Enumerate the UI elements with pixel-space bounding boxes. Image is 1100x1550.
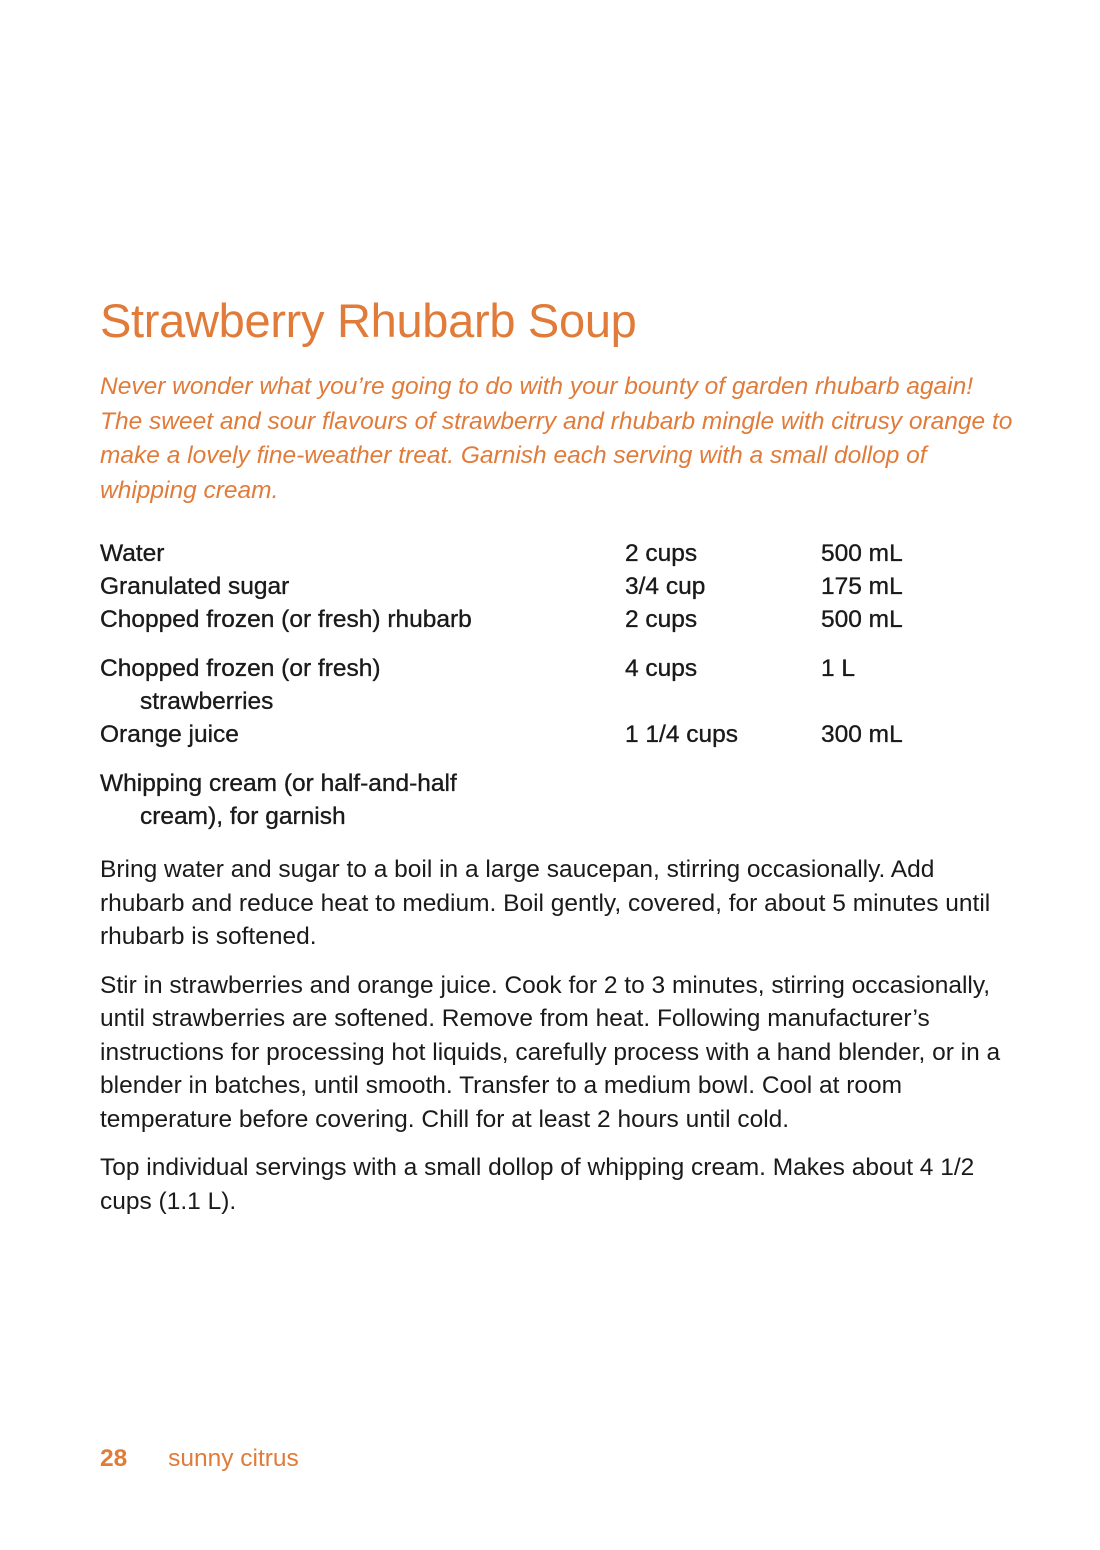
ingredient-name-continued: strawberries	[140, 688, 274, 715]
ingredient-us-measure: 2 cups	[625, 540, 698, 567]
direction-step: Stir in strawberries and orange juice. Cook for 2 to 3 minutes, stirring occasionally, until strawberries are softened. Remove from heat. Following manufacturer’s instructions for processing hot liquids, carefully process with a hand blender, or in a blender in batches, until smooth. Transfer to a medium bowl. Cool at room temperature before covering. Chill for at least 2 hours until cold.	[100, 971, 1001, 1133]
ingredient-row	[100, 603, 1020, 636]
recipe-directions	[100, 853, 1020, 1233]
ingredient-name-continued: cream), for garnish	[140, 803, 346, 830]
ingredient-metric-measure: 1 L	[821, 655, 856, 682]
ingredient-us-measure: 2 cups	[625, 606, 698, 633]
ingredient-metric-measure: 300 mL	[821, 721, 903, 748]
ingredient-name: Orange juice	[100, 721, 239, 748]
ingredient-group	[100, 767, 1020, 833]
page-footer	[100, 1445, 299, 1473]
section-name: sunny citrus	[168, 1445, 299, 1472]
ingredient-row	[100, 718, 1020, 751]
ingredient-row	[100, 767, 1020, 833]
ingredient-list	[100, 537, 1020, 849]
ingredient-name: Granulated sugar	[100, 573, 290, 600]
ingredient-us-measure: 3/4 cup	[625, 573, 706, 600]
recipe-intro: Never wonder what you’re going to do with your bounty of garden rhubarb again! The sweet and sour flavours of strawberry and rhubarb mingle with citrusy orange to make a lovely fine-weather treat. Garnish each serving with a small dollop of whipping cream.	[100, 373, 1013, 504]
ingredient-row	[100, 570, 1020, 603]
direction-step: Top individual servings with a small dollop of whipping cream. Makes about 4 1/2 cups (1.1 L).	[100, 1154, 975, 1215]
ingredient-name: Chopped frozen (or fresh) strawberries	[100, 652, 625, 718]
recipe-title: Strawberry Rhubarb Soup	[100, 294, 637, 347]
ingredient-metric-measure: 500 mL	[821, 540, 903, 567]
ingredient-metric-measure: 500 mL	[821, 606, 903, 633]
ingredient-name: Chopped frozen (or fresh) rhubarb	[100, 606, 472, 633]
ingredient-row	[100, 537, 1020, 570]
ingredient-group	[100, 537, 1020, 636]
ingredient-name: Whipping cream (or half-and-half cream), for garnish	[100, 767, 625, 833]
ingredient-group	[100, 652, 1020, 751]
direction-step: Bring water and sugar to a boil in a large saucepan, stirring occasionally. Add rhubarb and reduce heat to medium. Boil gently, covered, for about 5 minutes until rhubarb is softened.	[100, 856, 991, 950]
ingredient-us-measure: 4 cups	[625, 655, 698, 682]
ingredient-name: Water	[100, 540, 165, 567]
ingredient-metric-measure: 175 mL	[821, 573, 903, 600]
ingredient-row	[100, 652, 1020, 718]
page-number: 28	[100, 1445, 128, 1472]
ingredient-us-measure: 1 1/4 cups	[625, 721, 739, 748]
